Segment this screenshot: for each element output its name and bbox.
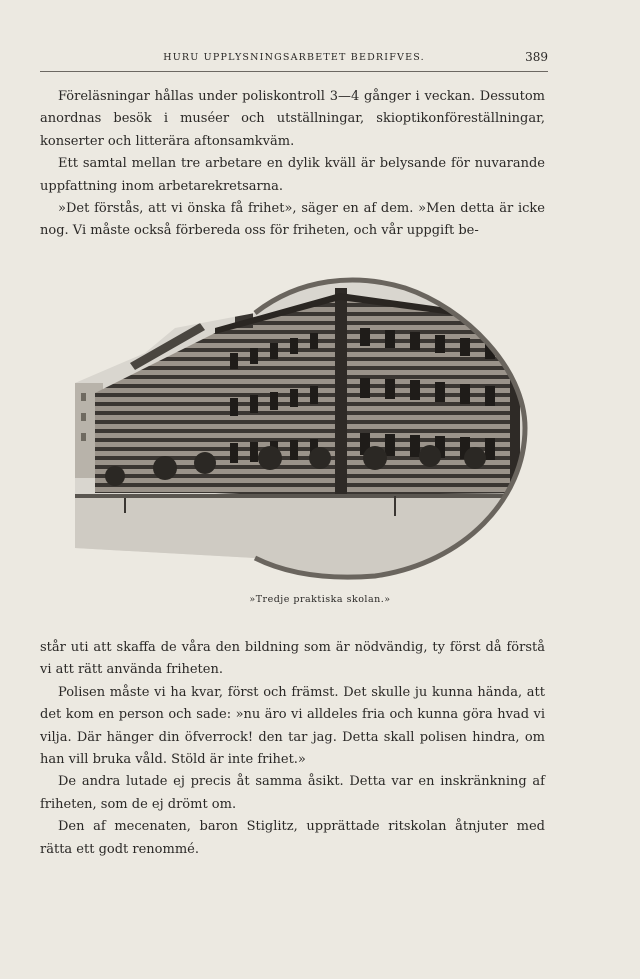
header-rule (40, 71, 548, 72)
text-block-top (40, 86, 545, 243)
text-block-bottom (40, 637, 545, 861)
paragraph: Den af mecenaten, baron Stiglitz, upprättade ritskolan åtnjuter med rätta ett godt renommé. (40, 819, 545, 857)
figure-caption: »Tredje praktiska skolan.» (249, 594, 391, 605)
paragraph: Ett samtal mellan tre arbetare en dylik kväll är belysande för nuvarande uppfattning inom arbetarekretsarna. (40, 156, 545, 194)
building-photograph (55, 258, 537, 583)
paragraph: De andra lutade ej precis åt samma åsikt. Detta var en inskränkning af friheten, som de ej drömt om. (40, 774, 545, 812)
paragraph: »Det förstås, att vi önska få frihet», säger en af dem. »Men detta är icke nog. Vi måste också förbereda oss för friheten, och vår uppgift be- (40, 201, 545, 239)
paragraph: Föreläsningar hållas under poliskontroll 3—4 gånger i veckan. Dessutom anordnas besök i muséer och utställningar, skioptikonföreställningar, konserter och litterära aftonsamkväm. (40, 89, 545, 149)
paragraph: står uti att skaffa de våra den bildning som är nödvändig, ty först då förstå vi att rätt använda friheten. (40, 640, 545, 678)
running-title: HURU UPPLYSNINGSARBETET BEDRIFVES. (163, 52, 425, 63)
page-number: 389 (525, 50, 548, 64)
paragraph: Polisen måste vi ha kvar, först och främst. Det skulle ju kunna hända, att det kom en person och sade: »nu äro vi alldeles fria och kunna göra hvad vi vilja. Där hänger din öfverrock! den tar jag. Detta skall polisen hindra, om han vill bruka våld. Stöld är inte frihet.» (40, 684, 545, 768)
